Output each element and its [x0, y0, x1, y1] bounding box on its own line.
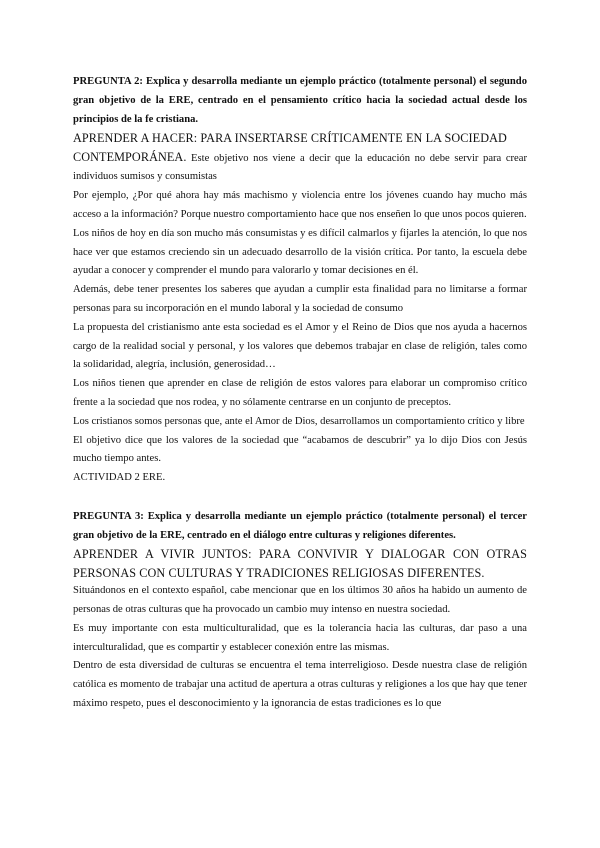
objective-2-description: Este objetivo nos viene a decir que la educación no debe servir para crear individuos sumisos y consumistas: [73, 152, 527, 183]
paragraph: Los niños tienen que aprender en clase de religión de estos valores para elaborar un compromiso crítico frente a la sociedad que nos rodea, y no sólamente centrarse en un conjunto de preceptos.: [73, 378, 527, 408]
paragraph: Además, debe tener presentes los saberes que ayudan a cumplir esta finalidad para no limitarse a formar personas para su incorporación en el mundo laboral y la sociedad de consumo: [73, 284, 527, 314]
paragraph: Por ejemplo, ¿Por qué ahora hay más machismo y violencia entre los jóvenes cuando hay mucho más acceso a la información? Porque nuestro comportamiento hace que nos enseñen lo que unos pocos quieren.: [73, 190, 527, 220]
paragraph: Dentro de esta diversidad de culturas se encuentra el tema interreligioso. Desde nuestra clase de religión católica es momento de trabajar una actitud de apertura a otras culturas y religiones a los que hay que tener máximo respeto, pues el desconocimiento y la ignorancia de estas tradiciones es lo que: [73, 660, 527, 709]
paragraph: Los cristianos somos personas que, ante el Amor de Dios, desarrollamos un comportamiento crítico y libre: [73, 415, 525, 427]
objective-2-title-continued: CONTEMPORÁNEA.: [73, 149, 187, 164]
document-page: [73, 72, 527, 714]
paragraph: El objetivo dice que los valores de la sociedad que “acabamos de descubrir” ya lo dijo Dios con Jesús mucho tiempo antes.: [73, 434, 527, 465]
objective-2-title: APRENDER A HACER: PARA INSERTARSE CRÍTICAMENTE EN LA SOCIEDAD: [73, 131, 507, 145]
objective-2-intro: [73, 148, 527, 188]
paragraph: Situándonos en el contexto español, cabe mencionar que en los últimos 30 años ha habido un aumento de personas de otras culturas que ha provocado un cambio muy intenso en nuestra sociedad.: [73, 585, 527, 615]
objective-3-title: APRENDER A VIVIR JUNTOS: PARA CONVIVIR Y DIALOGAR CON OTRAS PERSONAS CON CULTURAS Y TRADICIONES RELIGIOSAS DIFERENTES.: [73, 546, 527, 580]
section-spacer: [73, 488, 527, 507]
paragraph: Los niños de hoy en día son mucho más consumistas y es difícil calmarlos y fijarles la atención, lo que nos hace ver que estamos creciendo sin un adecuado desarrollo de la visión crítica. Por tanto, la escuela debe ayudar a conocer y comprender el mundo para valorarlo y tomar decisiones en él.: [73, 227, 527, 277]
activity-label: ACTIVIDAD 2 ERE.: [73, 472, 166, 484]
paragraph: La propuesta del cristianismo ante esta sociedad es el Amor y el Reino de Dios que nos ayuda a hacernos cargo de la realidad social y personal, y los valores que debemos trabajar en clase de religión, tales como la solidaridad, alegría, inclusión, generosidad…: [73, 321, 527, 371]
paragraph: Es muy importante con esta multiculturalidad, que es la tolerancia hacia las culturas, dar paso a una interculturalidad, que es compartir y establecer conexión entre las mismas.: [73, 622, 527, 653]
question-2-heading: PREGUNTA 2: Explica y desarrolla mediante un ejemplo práctico (totalmente personal) el segundo gran objetivo de la ERE, centrado en el pensamiento crítico hacia la sociedad actual desde los principios de la fe cristiana.: [73, 76, 527, 125]
question-3-heading: PREGUNTA 3: Explica y desarrolla mediante un ejemplo práctico (totalmente personal) el tercer gran objetivo de la ERE, centrado en el diálogo entre culturas y religiones diferentes.: [73, 510, 527, 541]
